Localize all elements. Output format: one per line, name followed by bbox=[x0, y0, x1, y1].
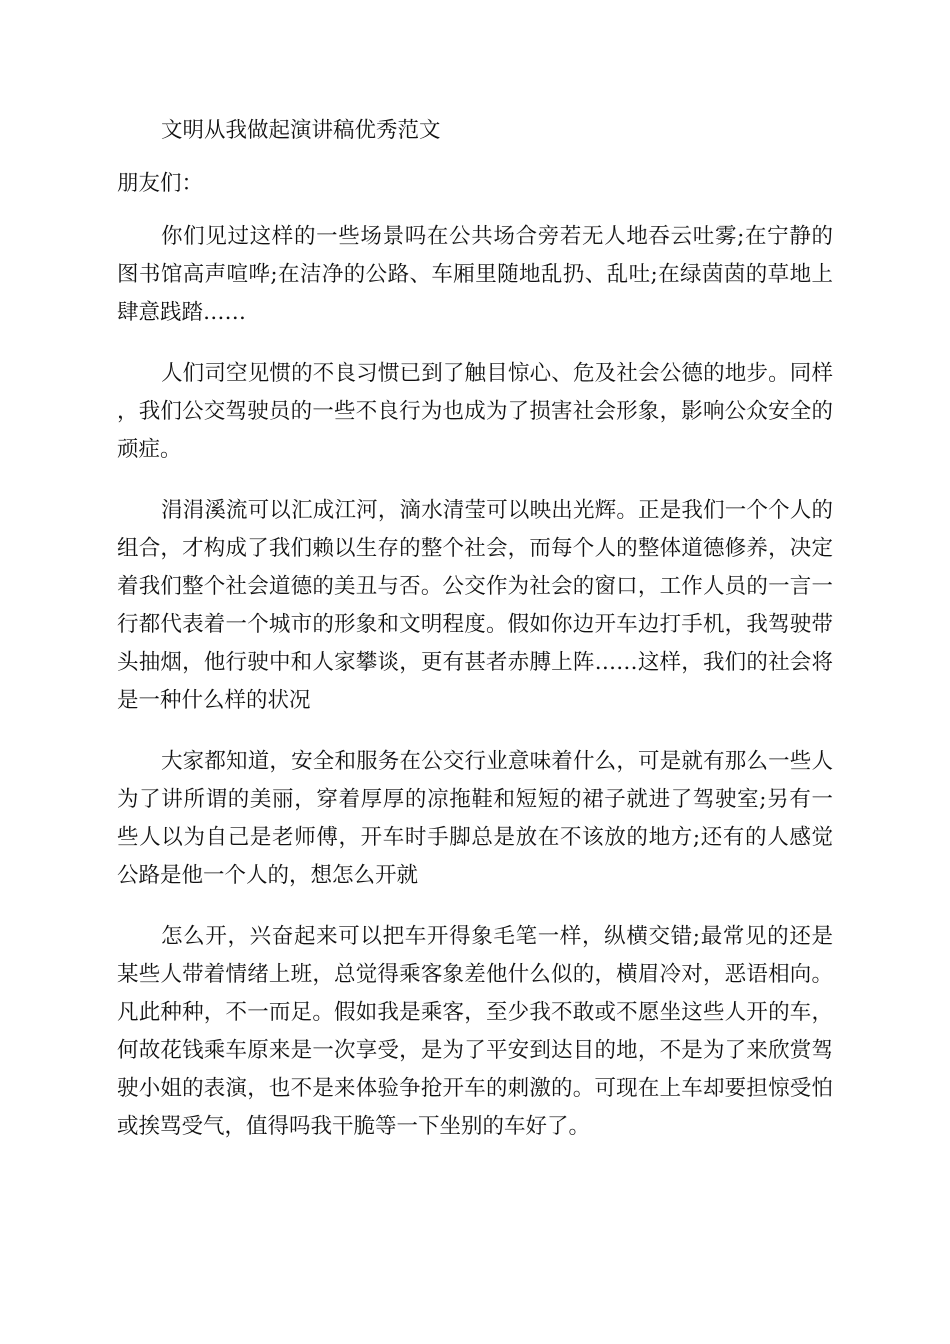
paragraph-4: 大家都知道，安全和服务在公交行业意味着什么，可是就有那么一些人为了讲所谓的美丽，穿着厚厚的凉拖鞋和短短的裙子就进了驾驶室;另有一些人以为自己是老师傅，开车时手脚总是放在不该放的地方;还有的人感觉公路是他一个人的，想怎么开就 bbox=[117, 749, 833, 888]
greeting: 朋友们： bbox=[117, 171, 204, 196]
document-page bbox=[117, 112, 833, 1169]
paragraph-5: 怎么开，兴奋起来可以把车开得象毛笔一样，纵横交错;最常见的还是某些人带着情绪上班，总觉得乘客象差他什么似的，横眉冷对，恶语相向。凡此种种，不一而足。假如我是乘客，至少我不敢或不愿坐这些人开的车，何故花钱乘车原来是一次享受，是为了平安到达目的地，不是为了来欣赏驾驶小姐的表演，也不是来体验争抢开车的刺激的。可现在上车却要担惊受怕或挨骂受气，值得吗我干脆等一下坐别的车好了。 bbox=[117, 924, 833, 1139]
paragraph-1: 你们见过这样的一些场景吗在公共场合旁若无人地吞云吐雾;在宁静的图书馆高声喧哗;在洁净的公路、车厢里随地乱扔、乱吐;在绿茵茵的草地上肆意践踏…… bbox=[117, 224, 833, 325]
paragraph-3: 涓涓溪流可以汇成江河，滴水清莹可以映出光辉。正是我们一个个人的组合，才构成了我们赖以生存的整个社会，而每个人的整体道德修养，决定着我们整个社会道德的美丑与否。公交作为社会的窗口，工作人员的一言一行都代表着一个城市的形象和文明程度。假如你边开车边打手机，我驾驶带头抽烟，他行驶中和人家攀谈，更有甚者赤膊上阵……这样，我们的社会将是一种什么样的状况 bbox=[117, 498, 833, 713]
paragraph-2: 人们司空见惯的不良习惯已到了触目惊心、危及社会公德的地步。同样，我们公交驾驶员的一些不良行为也成为了损害社会形象，影响公众安全的顽症。 bbox=[117, 361, 833, 462]
document-title: 文明从我做起演讲稿优秀范文 bbox=[161, 118, 441, 143]
